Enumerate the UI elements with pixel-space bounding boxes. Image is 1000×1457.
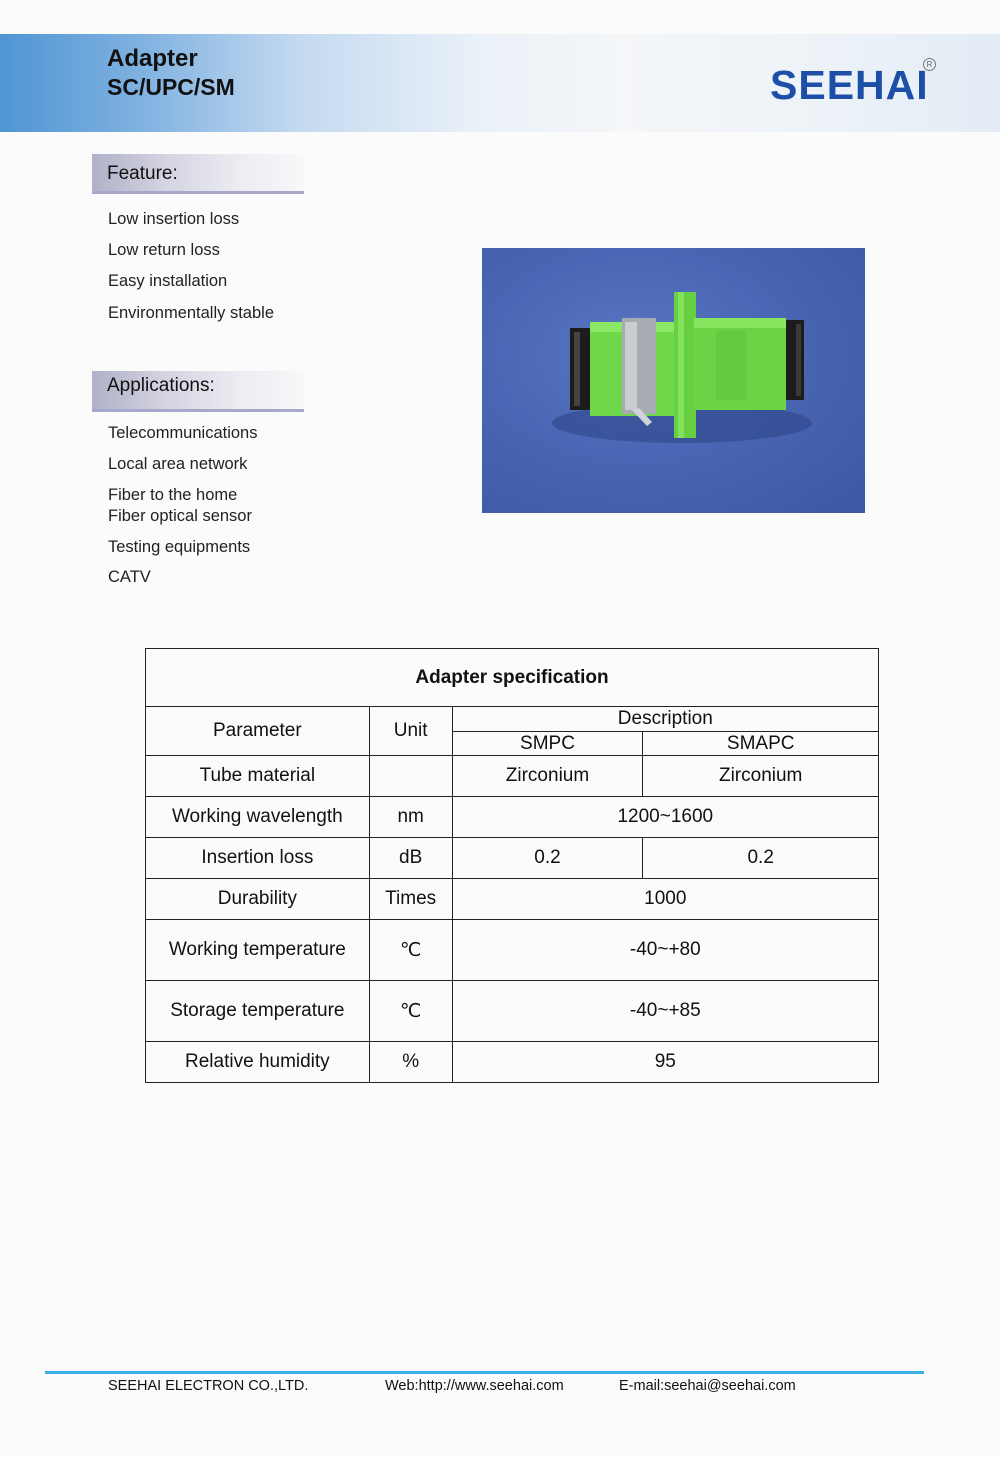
footer-company: SEEHAI ELECTRON CO.,LTD. [108,1378,309,1394]
cell-unit: % [369,1042,452,1083]
cell-smapc: 0.2 [643,838,879,879]
product-subtitle: SC/UPC/SM [107,74,235,100]
cell-parameter: Storage temperature [146,981,370,1042]
table-row [146,981,879,1042]
cell-parameter: Relative humidity [146,1042,370,1083]
spec-table [145,648,879,1083]
table-row [146,756,879,797]
feature-heading-bar [92,154,304,194]
cell-parameter: Tube material [146,756,370,797]
product-photo [482,248,865,513]
cell-value: 1200~1600 [452,797,878,838]
table-row [146,797,879,838]
cell-value: 1000 [452,879,878,920]
list-item: Local area network [108,455,248,473]
cell-unit: dB [369,838,452,879]
registered-mark-icon: R [923,58,936,71]
list-item: Low insertion loss [108,210,240,228]
company-logo: SEEHAI [770,62,929,108]
cell-smpc: Zirconium [452,756,643,797]
applications-heading-bar [92,371,304,412]
cell-parameter: Durability [146,879,370,920]
list-item: Environmentally stable [108,304,274,322]
cell-smpc: 0.2 [452,838,643,879]
header-unit: Unit [369,707,452,756]
table-header-row [146,707,879,732]
footer-divider [45,1371,924,1374]
cell-unit: ℃ [369,920,452,981]
list-item: Testing equipments [108,538,251,556]
table-row [146,1042,879,1083]
table-row [146,920,879,981]
header-parameter: Parameter [146,707,370,756]
cell-unit: Times [369,879,452,920]
footer-web-link[interactable]: Web:http://www.seehai.com [385,1378,564,1394]
cell-value: -40~+85 [452,981,878,1042]
footer-email-link[interactable]: E-mail:seehai@seehai.com [619,1378,796,1394]
list-item: Fiber to the home [108,486,238,504]
table-row [146,838,879,879]
applications-heading: Applications: [107,375,215,396]
header-description: Description [452,707,878,732]
cell-value: 95 [452,1042,878,1083]
feature-heading: Feature: [107,163,178,184]
spec-title: Adapter specification [146,649,879,707]
cell-parameter: Insertion loss [146,838,370,879]
cell-parameter: Working temperature [146,920,370,981]
adapter-illustration [482,248,865,513]
list-item: Easy installation [108,272,228,290]
cell-value: -40~+80 [452,920,878,981]
table-row [146,879,879,920]
header-smpc: SMPC [452,732,643,756]
table-row [146,649,879,707]
cell-smapc: Zirconium [643,756,879,797]
cell-parameter: Working wavelength [146,797,370,838]
list-item: Low return loss [108,241,220,259]
product-title: Adapter [107,45,198,72]
list-item: Telecommunications [108,424,258,442]
cell-unit [369,756,452,797]
cell-unit: nm [369,797,452,838]
header-smapc: SMAPC [643,732,879,756]
list-item: CATV [108,568,151,586]
list-item: Fiber optical sensor [108,507,252,525]
cell-unit: ℃ [369,981,452,1042]
